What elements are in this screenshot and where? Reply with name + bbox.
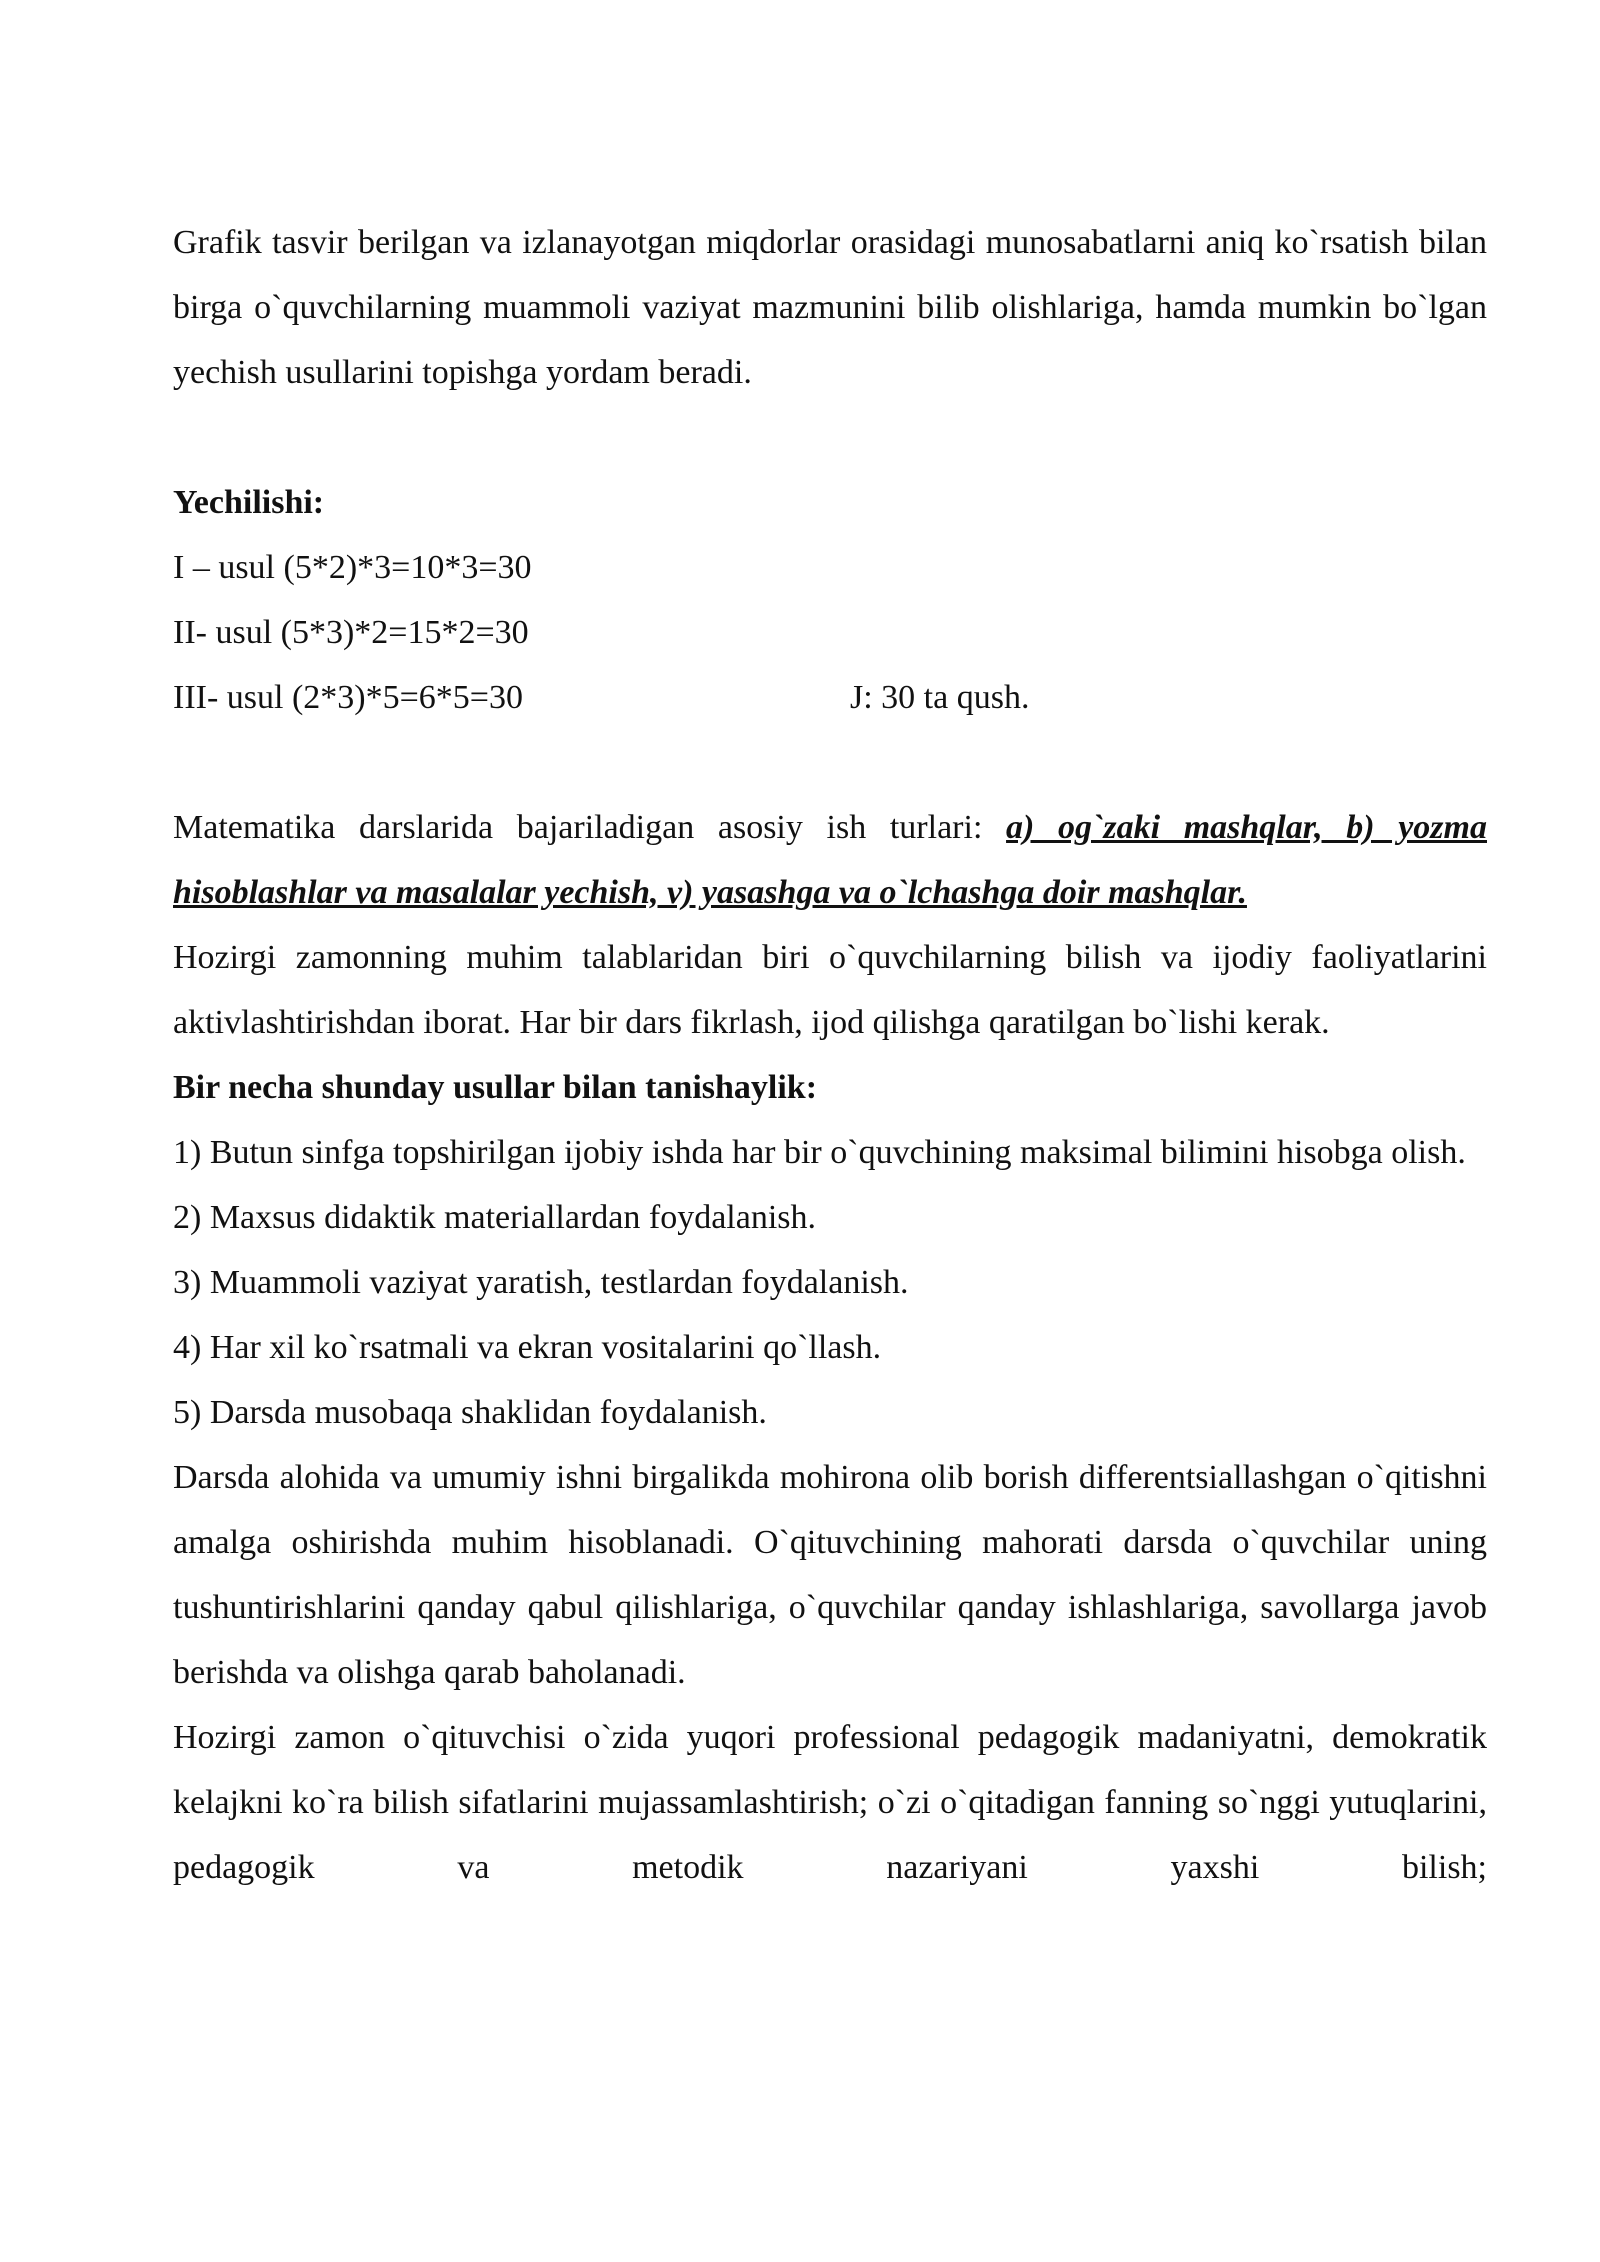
- solution-line-1: I – usul (5*2)*3=10*3=30: [173, 549, 532, 586]
- method-item-5: 5) Darsda musobaqa shaklidan foydalanish.: [173, 1394, 767, 1431]
- method-item-4: 4) Har xil ko`rsatmali va ekran vositalarini qo`llash.: [173, 1329, 882, 1366]
- work-types-lead: Matematika darslarida bajariladigan asosiy ish turlari:: [173, 809, 1007, 846]
- solution-line-3: III- usul (2*3)*5=6*5=30: [173, 679, 523, 716]
- paragraph-differentiation: Darsda alohida va umumiy ishni birgalikda mohirona olib borish differentsiallashgan o`qitishni amalga oshirishda muhim hisoblanadi. O`qituvchining mahorati darsda o`quvchilar uning tushuntirishlarini qanday qabul qilishlariga, o`quvchilar qanday ishlashlariga, savollarga javob berishda va olishga qarab baholanadi.: [173, 1459, 1487, 1691]
- work-types-list: a) og`zaki mashqlar, b) yozma hisoblashlar va masalalar yechish, v) yasashga va o`lchashga doir mashqlar.: [173, 809, 1487, 911]
- paragraph-work-types: [173, 795, 1487, 925]
- solution-heading: Yechilishi:: [173, 484, 325, 521]
- solution-line-2: II- usul (5*3)*2=15*2=30: [173, 614, 529, 651]
- method-item-2: 2) Maxsus didaktik materiallardan foydalanish.: [173, 1199, 816, 1236]
- solution-answer: J: 30 ta qush.: [850, 679, 1030, 716]
- method-item-3: 3) Muammoli vaziyat yaratish, testlardan foydalanish.: [173, 1264, 909, 1301]
- methods-heading: Bir necha shunday usullar bilan tanishaylik:: [173, 1069, 818, 1106]
- spacer: [173, 405, 1487, 470]
- document-page: [173, 210, 1487, 1900]
- solution-line-3-row: [173, 665, 1487, 730]
- method-item-1: 1) Butun sinfga topshirilgan ijobiy ishda har bir o`quvchining maksimal bilimini hisobga olish.: [173, 1134, 1466, 1171]
- paragraph-modern-teacher: Hozirgi zamon o`qituvchisi o`zida yuqori professional pedagogik madaniyatni, demokratik kelajkni ko`ra bilish sifatlarini mujassamlashtirish; o`zi o`qitadigan fanning so`nggi yutuqlarini, pedagogik va metodik nazariyani yaxshi bilish;: [173, 1719, 1487, 1886]
- spacer: [173, 730, 1487, 795]
- paragraph-intro: Grafik tasvir berilgan va izlanayotgan miqdorlar orasidagi munosabatlarni aniq ko`rsatish bilan birga o`quvchilarning muammoli vaziyat mazmunini bilib olishlariga, hamda mumkin bo`lgan yechish usullarini topishga yordam beradi.: [173, 224, 1487, 391]
- paragraph-requirements: Hozirgi zamonning muhim talablaridan biri o`quvchilarning bilish va ijodiy faoliyatlarini aktivlashtirishdan iborat. Har bir dars fikrlash, ijod qilishga qaratilgan bo`lishi kerak.: [173, 939, 1487, 1041]
